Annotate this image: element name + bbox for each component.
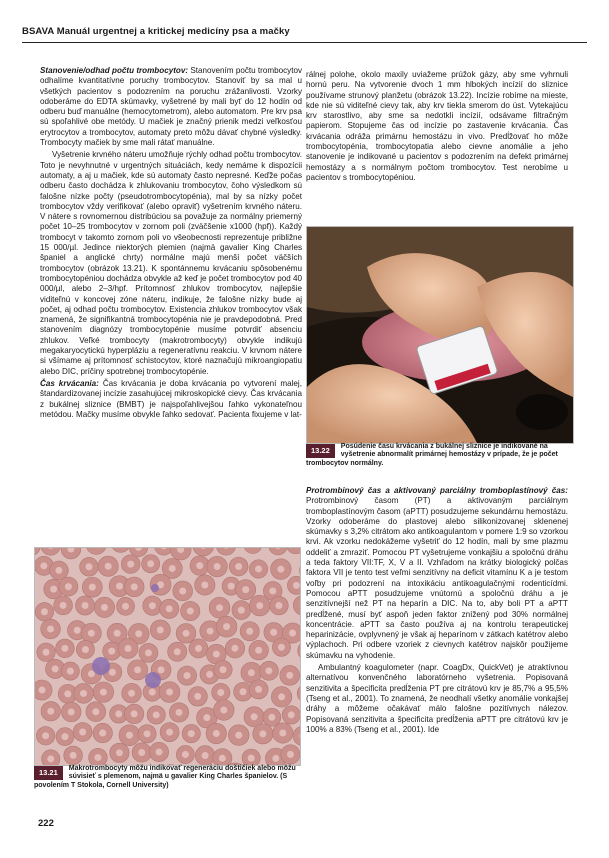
rbc-pallor	[50, 586, 57, 593]
rbc-pallor	[155, 749, 162, 756]
rbc-pallor	[201, 582, 208, 589]
figure-number-badge: 13.22	[306, 444, 335, 458]
paragraph-platelet-count	[40, 66, 302, 148]
rbc-pallor	[41, 608, 48, 615]
rbc-pallor	[272, 755, 279, 762]
rbc-pallor	[219, 755, 226, 762]
rbc-pallor	[169, 565, 176, 572]
rbc-pallor	[217, 689, 224, 696]
paragraph-pt-aptt	[306, 486, 568, 661]
rbc-pallor	[278, 644, 285, 651]
paragraph-lead: Čas krvácania:	[40, 378, 99, 388]
rbc-pallor	[61, 733, 68, 740]
rbc-pallor	[153, 711, 160, 718]
figure-caption-13-22	[306, 443, 572, 468]
rbc-pallor	[131, 710, 138, 717]
rbc-pallor	[213, 730, 220, 737]
rbc-pallor	[286, 672, 293, 679]
rbc-pallor	[207, 628, 214, 635]
figure-blood-smear	[34, 547, 301, 766]
rbc-pallor	[101, 604, 108, 611]
rbc-pallor	[60, 602, 67, 609]
rbc-pallor	[194, 693, 201, 700]
rbc-pallor	[144, 730, 151, 737]
rbc-pallor	[134, 666, 141, 673]
figure-caption-13-21	[34, 765, 299, 790]
rbc-pallor	[213, 651, 220, 658]
rbc-pallor	[99, 730, 106, 737]
rbc-pallor	[55, 567, 62, 574]
rbc-pallor	[235, 563, 242, 570]
rbc-pallor	[145, 649, 152, 656]
rbc-pallor	[40, 562, 47, 569]
rbc-pallor	[79, 728, 86, 735]
rbc-pallor	[256, 602, 263, 609]
rbc-pallor	[289, 630, 296, 637]
macroplatelet	[151, 584, 159, 592]
rbc-pallor	[278, 693, 285, 700]
rbc-pallor	[128, 690, 135, 697]
rbc-pallor	[246, 628, 253, 635]
paragraph-text: Čas krvácania je doba krvácania po vytvorení malej, štandardizovanej incízie zasahujúcej mikroskopické cievy. Čas krvácania z bukálnej sliznice (BMBT) je najspoľahlivejšou ľahko vykonateľnou metódou. Mačky musíme obvykle ľahko sedovať. Pacienta fixujeme v lat-	[40, 378, 302, 419]
rbc-pallor	[64, 690, 71, 697]
rbc-pallor	[248, 755, 255, 762]
rbc-pallor	[275, 602, 282, 609]
rbc-pallor	[157, 626, 164, 633]
rbc-pallor	[255, 686, 262, 693]
rbc-pallor	[42, 732, 49, 739]
rbc-pallor	[195, 645, 202, 652]
rbc-pallor	[100, 689, 107, 696]
rbc-pallor	[131, 583, 138, 590]
rbc-pallor	[251, 713, 258, 720]
rbc-pallor	[114, 630, 121, 637]
page-number: 222	[38, 818, 54, 829]
rbc-pallor	[108, 648, 115, 655]
rbc-pallor	[147, 560, 154, 567]
paragraph-lead: Protrombinový čas a aktivovaný parciálny tromboplastínový čas:	[306, 486, 568, 495]
rbc-pallor	[94, 754, 101, 761]
rbc-pallor	[231, 645, 238, 652]
rbc-pallor	[149, 602, 156, 609]
rbc-pallor	[269, 587, 276, 594]
rbc-pallor	[116, 749, 123, 756]
paragraph-lead: Stanovenie/odhad počtu trombocytov:	[40, 66, 189, 75]
rbc-pallor	[70, 752, 77, 759]
rbc-pallor	[277, 566, 284, 573]
rbc-pallor	[85, 563, 92, 570]
rbc-pallor	[109, 669, 116, 676]
rbc-pallor	[88, 630, 95, 637]
rbc-pallor	[235, 732, 242, 739]
rbc-pallor	[265, 667, 272, 674]
rbc-pallor	[182, 751, 189, 758]
rbc-pallor	[176, 709, 183, 716]
rbc-pallor	[135, 630, 142, 637]
paragraph-text: Stanovením počtu trombocytov odhalíme kvantitatívne poruchy trombocytov. Stanoviť by sa mal u všetkých pacientov s podozrením na poruchu zrážanlivosti. Vzorky odoberáme do EDTA skúmavky, vyšetrené by mali byť do 12 hodín od odberu buď manuálne (hemocytometrom), alebo automatom. Pre krv psa sú spoľahlivé obe metódy. U mačiek je značný prienik medzi veľkosťou erytrocytov a trombocytov, automaty preto môžu dávať chybné výsledky. Trombocyty mačiek by sme mali rátať manuálne.	[40, 66, 302, 148]
rbc-pallor	[259, 730, 266, 737]
caption-text: Makrotrombocyty môžu indikovať regeneráciu doštičiek alebo môžu súvisieť s plemenom, najmä u gavalier King Charles španielov. (S povolením T Stokola, Cornell University)	[34, 765, 296, 789]
rbc-pallor	[47, 708, 54, 715]
rbc-pallor	[67, 668, 74, 675]
header-rule	[22, 42, 587, 43]
rbc-pallor	[68, 708, 75, 715]
rbc-pallor	[206, 671, 213, 678]
paragraph-bleeding-time-cont: rálnej polohe, okolo maxily uviažeme prúžok gázy, aby sme vyhrnuli hornú peru. Na vytvorenie dvoch 1 mm hlbokých incízií do sliznice používame strunový planžetu (obrázok 13.22). Incízie robíme na mieste, kde nie sú viditeľné cievy tak, aby krv tiekla smerom do úst. Vytekajúcu krv starostlivo, aby sme sa nedotkli incízií, odsávame filtračným papierom. Stopujeme čas od incízie po zastavenie krvácania. Čas krvácania odráža primárnu hemostázu in vivo. Predĺžovať ho môže trombocytopénia, trombocytopatia alebo cievne anomálie a jeho stanovenie je indikované u pacientov s podozrením na defekt primárnej hemostázy a s normálnym počtom trombocytov. Test nerobíme u pacientov s trombocytopéniou.	[306, 70, 568, 182]
rbc-pallor	[248, 669, 255, 676]
rbc-pallor	[228, 583, 235, 590]
caption-text: Posúdenie času krvácania z bukálnej sliznice je indikované na vyšetrenie abnormalít primárnej hemostázy v prípade, že je počet trombocytov normálny.	[306, 443, 558, 467]
rbc-pallor	[183, 630, 190, 637]
bmbt-photo-image	[307, 227, 573, 443]
paragraph-coagulometer: Ambulantný koagulometer (napr. CoagDx, QuickVet) je atraktívnou alternatívou konvenčného laboratórneho vyšetrenia. Popisovaná senzitivita a špecificita predĺženia PT pre citrátovú krv je 85,7% a 95,5% (Tseng et al., 2001). To znamená, že neodhalí všetky anomálie vonkajšej dráhy a môžeme očakávať málo falošne pozitívnych nálezov. Popisovaná senzitivita a špecificita predĺženia aPTT pre citrátovú krv je 100% a 83% (Tseng et al., 2001). Ide	[306, 663, 568, 734]
rbc-pallor	[268, 714, 275, 721]
rbc-pallor	[174, 648, 181, 655]
rbc-pallor	[223, 623, 230, 630]
rbc-pallor	[203, 714, 210, 721]
rbc-pallor	[238, 607, 245, 614]
running-header: BSAVA Manuál urgentnej a kritickej medicíny psa a mačky	[22, 26, 290, 37]
rbc-pallor	[74, 627, 81, 634]
rbc-pallor	[214, 563, 221, 570]
rbc-pallor	[43, 649, 50, 656]
rbc-pallor	[126, 732, 133, 739]
rbc-pallor	[293, 582, 300, 589]
rbc-pallor	[216, 604, 223, 611]
rbc-pallor	[47, 626, 54, 633]
rbc-pallor	[179, 587, 186, 594]
rbc-pallor	[184, 672, 191, 679]
rbc-pallor	[38, 687, 45, 694]
rbc-pallor	[82, 602, 89, 609]
rbc-pallor	[80, 690, 87, 697]
rbc-pallor	[138, 749, 145, 756]
rbc-pallor	[158, 666, 165, 673]
paragraph-blood-smear: Vyšetrenie krvného náteru umožňuje rýchly odhad počtu trombocytov. Toto je nevyhnutné v urgentných situáciách, kedy nemáme k dispozícii automaty, a aj u mačiek, kde sú automaty často nepresné. Keďže počas odberu často dochádza k zhlukovaniu trombocytov, čoho výsledkom sú falošne nízke počty (pseudotrombocytopénia), mal by sa nízky počet trombocytov vždy verifikovať (alebo opraviť) vyšetrením krvného náteru. V nátere s rovnomernou distribúciou sa považuje za normálny priemerný počet 10–25 trombocytov v zornom poli (zväčšenie x1000 (hpf)). Každý trombocyt v takomto zornom poli vo všeobecnosti reprezentuje približne 15 000/µl. Jedince niektorých plemien (najmä gavalier King Charles španiel a anglické chrty) normálne majú menší počet väčších trombocytov (obrázok 13.21). K spontánnemu krvácaniu spôsobenému trombocytopéniou dochádza obvykle až keď je počet trombocytov pod 40 000/µl, alebo 2–3/hpf. Prítomnosť zhlukov trombocytov, najlepšie viditeľnú v koncovej zóne náteru, indikuje, že falošne nízky bude aj počet, aj odhad počtu trombocytov. Existencia zhlukov trombocytov však znamená, že signifikantná trombocytopénia nie je pravdepodobná. Pred stanovením diagnózy trombocytopénie musíme potvrdiť absenciu zhlukov. Veľké trombocyty (makrotrombocyty) obvykle indikujú megakaryocytickú hyperpláziu a regeneratívnu reakciu. V krvnom nátere si všímame aj prítomnosť schistocytov, ktoré naznačujú mikroangiopatiu alebo DIC, príčiny spotrebnej trombocytopénie.	[40, 150, 302, 376]
rbc-pallor	[187, 608, 194, 615]
rbc-pallor	[220, 666, 227, 673]
rbc-pallor	[166, 605, 173, 612]
rbc-pallor	[82, 646, 89, 653]
figure-bmbt-photo	[306, 226, 574, 444]
rbc-pallor	[288, 711, 295, 718]
rbc-pallor	[166, 689, 173, 696]
paragraph-text: Protrombinový časom (PT) a aktivovaným parciálnym tromboplastínovým časom (aPTT) posudzujeme sekundárnu hemostázu. Vzorky odoberáme do plastovej alebo silikonizovanej sklenenej skúmavky s 3,2% citrátom ako antikoagulantom v pomere 1:9 so vzorkou krvi. Ak vzorku nedokážeme vyšetriť do 12 hodín, mali by sme plazmu oddeliť a zmraziť. Pomocou PT vyšetrujeme vonkajšiu a spoločnú dráhu a teda faktory VII:TF, X, V a II. Vzhľadom na krátky biologický polčas faktora VII je tento test veľmi senzitívny na deficit vitamínu K a je testom voľby pri podozrení na intoxikáciu antikoagulačnými rodenticídmi. Pomocou aPTT posudzujeme vnútornú a spoločnú dráhu a je senzitívnejší než PT na heparín a DIC. Na to, aby boli PT a aPTT predĺžené, musí byť aspoň jeden faktor znížený pod 30% normálnej koncentrácie. aPTT sa často používa aj na kontrolu terapeutickej heparinizácie, ovplyvnený je však aj heparínom v zátkach katétrov alebo výplachoch. Pri odbere vzoriek z cievnych katétrov najskôr použijeme skúmavku na vyhodenie.	[306, 496, 568, 660]
figure-number-badge: 13.21	[34, 766, 63, 780]
right-column-lower	[306, 486, 568, 737]
rbc-pallor	[105, 563, 112, 570]
rbc-pallor	[188, 730, 195, 737]
macroplatelet	[145, 672, 161, 688]
rbc-pallor	[47, 755, 54, 762]
rbc-pallor	[125, 645, 132, 652]
rbc-pallor	[52, 665, 59, 672]
rbc-pallor	[240, 688, 247, 695]
rbc-pallor	[220, 707, 227, 714]
paragraph-bleeding-time	[40, 379, 302, 420]
rbc-pallor	[166, 729, 173, 736]
rbc-pallor	[279, 730, 286, 737]
rbc-pallor	[287, 751, 294, 758]
right-column	[306, 70, 568, 185]
rbc-pallor	[65, 583, 72, 590]
rbc-pallor	[115, 710, 122, 717]
rbc-pallor	[196, 562, 203, 569]
blood-smear-image	[35, 548, 300, 765]
rbc-pallor	[89, 584, 96, 591]
rbc-pallor	[127, 561, 134, 568]
rbc-pallor	[61, 645, 68, 652]
macroplatelet	[92, 657, 110, 675]
rbc-pallor	[122, 603, 129, 610]
rbc-pallor	[116, 583, 123, 590]
rbc-pallor	[149, 689, 156, 696]
rbc-pallor	[270, 629, 277, 636]
rbc-pallor	[255, 647, 262, 654]
left-column	[40, 66, 302, 422]
rbc-pallor	[92, 708, 99, 715]
rbc-pallor	[242, 586, 249, 593]
rbc-pallor	[202, 752, 209, 759]
rbc-pallor	[255, 565, 262, 572]
